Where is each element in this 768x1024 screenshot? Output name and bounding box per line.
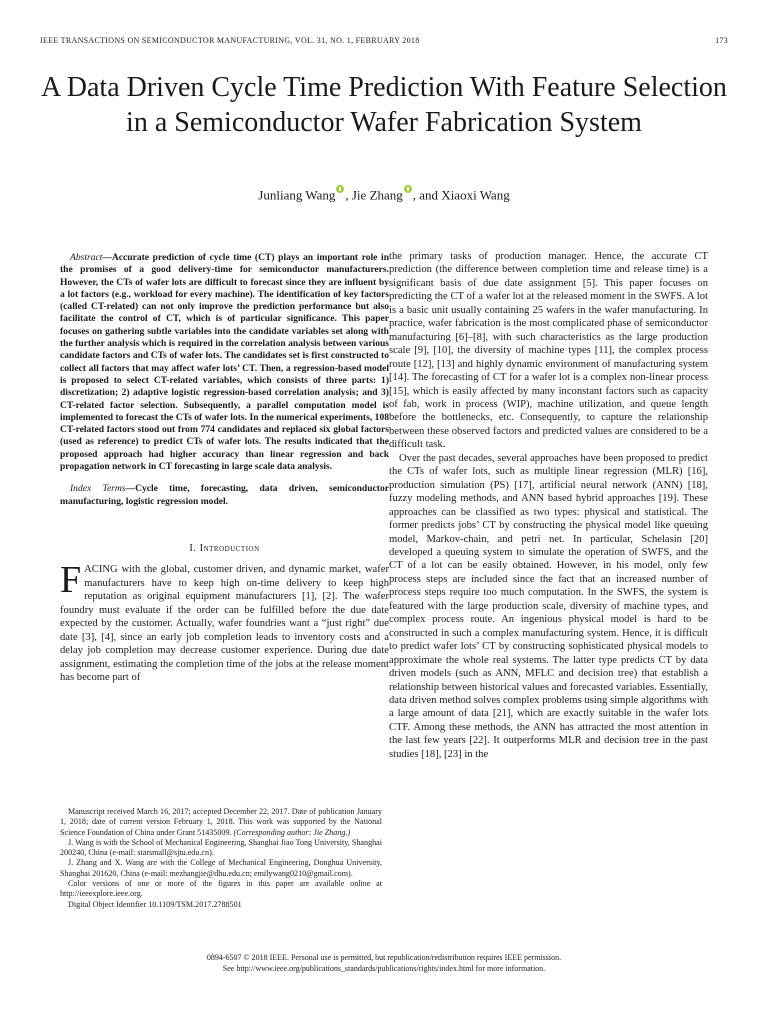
drop-cap: F	[60, 559, 82, 602]
footnote-affiliation-1: J. Wang is with the School of Mechanical Engineering, Shanghai Jiao Tong University, Shanghai 200240, China (e-mail: starsmall@sjtu.edu.cn).	[60, 837, 382, 858]
section-numeral: I.	[189, 542, 197, 554]
intro-paragraph-2: Over the past decades, several approaches have been proposed to predict the CTs of wafer lots, such as multiple linear regression (MLR) [16], production simulation (PS) [17], artificial neural network (ANN) [18], fuzzy modeling methods, and ANN based hybrid approaches [19]. These approaches can be classified as two types: physical and statistical. The former predicts jobs’ CT by constructing the physical model like queuing model, Markov-chain, and petri net. In particular, Schelasin [20] developed a queuing system to simulate the operation of SWFS, and the CT of a lot can be easily obtained. However, in his model, only few process steps are included since the fact that an increased number of process steps require too much computation. In the SWFS, the system is featured with the large production scale, diversity of machine types, and complex process route. An ingenious physical model is hard to be constructed in such a complex manufacturing system. Hence, it is difficult to predict wafer lots’ CT by constructing sophisticated physical models to approximate the whole real systems. The latter type predicts CT by data driven models (such as ANN, MFLC and decision tree) that establish a relationship between historical values and forecasted variables. Essentially, data driven method solves complex problems using simple algorithms with a large amount of data [21], which are exactly suitable in the wafer lots CTF. Among these methods, the ANN has attracted the most attention in the last few years [22]. It outperforms MLR and decision tree in the past studies [18], [23] in the	[389, 452, 708, 760]
page-number: 173	[715, 36, 728, 45]
footnote-corresponding: (Corresponding author: Jie Zhang.)	[233, 827, 351, 837]
paper-title: A Data Driven Cycle Time Prediction With Feature Selection in a Semiconductor Wafer Fabrication System	[41, 72, 727, 138]
footnote-doi: Digital Object Identifier 10.1109/TSM.2017.2788501	[68, 899, 242, 909]
author-separator: ,	[412, 187, 420, 203]
left-column	[60, 252, 389, 684]
journal-name: IEEE TRANSACTIONS ON SEMICONDUCTOR MANUFACTURING, VOL. 31, NO. 1, FEBRUARY 2018	[40, 36, 420, 45]
index-terms-label: Index Terms	[70, 483, 126, 495]
section-name: Introduction	[199, 542, 260, 554]
intro-paragraph-1	[60, 559, 389, 684]
right-column	[389, 250, 708, 761]
index-terms-text: Cycle time, forecasting, data driven, semiconductor manufacturing, logistic regression model.	[60, 483, 389, 507]
author-list	[40, 186, 728, 203]
footnote-color: Color versions of one or more of the figures in this paper are available online at http://ieeexplore.ieee.org.	[60, 879, 382, 899]
author-separator: ,	[345, 187, 352, 203]
footnote-manuscript	[60, 807, 382, 838]
index-terms: Index Terms—Cycle time, forecasting, data driven, semiconductor manufacturing, logistic regression model.	[60, 483, 389, 507]
first-page-footnotes	[60, 807, 382, 910]
author-3: and Xiaoxi Wang	[419, 187, 510, 203]
orcid-icon[interactable]	[336, 185, 344, 193]
abstract: Abstract—Accurate prediction of cycle time (CT) plays an important role in the promises of a good delivery-time for semiconductor manufacturers. However, the CTs of wafer lots are difficult to forecast since they are influent by a lot factors (e.g., workload for every machine). The identification of key factors (called CT-related) can not only improve the prediction performance but also facilitate the control of CT, which is of particular significance. This paper focuses on gathering subtle variables into the candidate variables set along with the further analysis which is required in the correlation analysis between various candidate factors and CTs of wafer lots. The candidates set is first constructed to collect all factors that may affect wafer lots’ CT. Then, a regression-based model is proposed to select CT-related variables, which consists of three parts: 1) discretization; 2) adaptive logistic regression-based correlation analysis; and 3) CT-related factor selection. Subsequently, a parallel computation model is implemented to forecast the CTs of wafer lots. In the numerical experiments, 108 CT-related factors stood out from 774 candidates and replaced six global factors (used as reference) to predict CTs of wafer lots. The results indicated that the proposed approach had higher accuracy than linear regression and back propagation network in CT forecasting in large scale data analysis.	[60, 252, 389, 473]
footnote-manuscript-text: Manuscript received March 16, 2017; accepted December 22, 2017. Date of publication January 1, 2018; date of current version February 1, 2018. This work was supported by the National Science Foundation of China under Grant 51435009.	[60, 807, 382, 837]
orcid-icon[interactable]	[404, 185, 412, 193]
footnote-affiliation-2: J. Zhang and X. Wang are with the College of Mechanical Engineering, Donghua University, Shanghai 201620, China (e-mail: mezhangjie@dhu.edu.cn; emilywang0210@gmail.com).	[60, 858, 382, 878]
intro-paragraph-1-text: ACING with the global, customer driven, and dynamic market, wafer manufacturers have to keep high on-time delivery to keep high reputation as original equipment manufacturers [1], [2]. The wafer foundry must evaluate if the order can be fulfilled before the due date expected by the customer. Actually, wafer foundries want a “just right” due date [3], [4], since an early job completion leads to inventory costs and a delay job completion may decrease customer experience. During due date assignment, estimating the completion time of the jobs at the release moment has become part of	[60, 564, 389, 684]
running-head	[40, 36, 728, 45]
author-2: Jie Zhang	[351, 187, 403, 203]
copyright-line-1: 0894-6507 © 2018 IEEE. Personal use is permitted, but republication/redistribution requires IEEE permission.	[206, 953, 562, 962]
section-heading	[60, 542, 389, 555]
copyright-line-2: See http://www.ieee.org/publications_standards/publications/rights/index.html for more information.	[222, 964, 546, 973]
copyright-notice	[40, 952, 728, 974]
abstract-label: Abstract	[70, 252, 103, 263]
intro-paragraph-1-continued: the primary tasks of production manager. Hence, the accurate CT prediction (the difference between completion time and release time) is a significant basis of due date assignment [5]. This paper focuses on predicting the CT of a wafer lot at the released moment in the SWFS. A lot is a basic unit usually containing 25 wafers in the wafer manufacturing. In practice, wafer fabrication is the most complicated phase of semiconductor manufacturing [6]–[8], with such characteristics as the large production scale [9], [10], the diversity of machine types [11], the complex process route [12], [13] and highly dynamic environment of manufacturing system [14]. The forecasting of CT for a wafer lot is a complex non-linear process [15], which is easily affected by many inconstant factors such as capacity of fab, work in process (WIP), machine utilization, and queue length before the bottlenecks, etc. Consequently, to capture the relationship between these observed factors and predicted values are considered to be a difficult task.	[389, 251, 708, 451]
author-1: Junliang Wang	[258, 187, 336, 203]
abstract-text: Accurate prediction of cycle time (CT) plays an important role in the promises of a good delivery-time for semiconductor manufacturers. However, the CTs of wafer lots are difficult to forecast since they are influent by a lot factors (e.g., workload for every machine). The identification of key factors (called CT-related) can not only improve the prediction performance but also facilitate the control of CT, which is of particular significance. This paper focuses on gathering subtle variables into the candidate variables set along with the further analysis which is required in the correlation analysis between various candidate factors and CTs of wafer lots. The candidates set is first constructed to collect all factors that may affect wafer lots’ CT. Then, a regression-based model is proposed to select CT-related variables, which consists of three parts: 1) discretization; 2) adaptive logistic regression-based correlation analysis; and 3) CT-related factor selection. Subsequently, a parallel computation model is implemented to forecast the CTs of wafer lots. In the numerical experiments, 108 CT-related factors stood out from 774 candidates and replaced six global factors (used as reference) to predict CTs of wafer lots. The results indicated that the proposed approach had higher accuracy than linear regression and back propagation network in CT forecasting in large scale data analysis.	[60, 252, 389, 473]
